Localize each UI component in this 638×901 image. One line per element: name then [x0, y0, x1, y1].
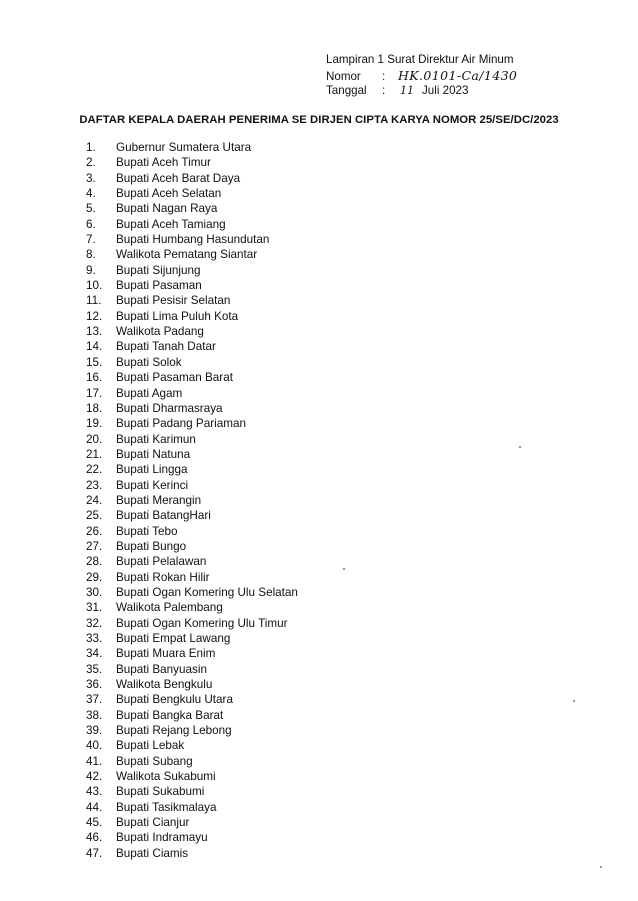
item-name: Bupati Empat Lawang: [116, 632, 231, 645]
date-label: Tanggal: [326, 84, 367, 97]
list-item: [86, 677, 298, 692]
item-name: Bupati Aceh Timur: [116, 156, 211, 170]
item-name: Bupati Nagan Raya: [116, 202, 218, 216]
item-number: 14.: [86, 340, 103, 354]
list-item: [86, 309, 298, 324]
item-name: Bupati Ogan Komering Ulu Timur: [116, 616, 288, 630]
item-number: 35.: [86, 662, 103, 676]
list-item: [86, 769, 298, 784]
list-item: [86, 370, 298, 385]
item-number: 39.: [86, 724, 103, 738]
item-number: 30.: [86, 585, 103, 599]
list-item: [86, 462, 298, 477]
item-name: Bupati Bangka Barat: [116, 708, 224, 722]
item-number: 17.: [86, 386, 103, 400]
item-number: 37.: [86, 693, 103, 707]
list-item: [86, 155, 298, 170]
list-item: [86, 830, 298, 845]
letter-reference-block: [326, 52, 606, 99]
list-item: [86, 478, 298, 493]
list-item: [86, 539, 298, 554]
recipient-list: [86, 140, 298, 861]
item-name: Bupati Rokan Hilir: [116, 570, 210, 584]
list-item: [86, 493, 298, 508]
item-name: Bupati Sukabumi: [116, 785, 205, 799]
list-item: [86, 447, 298, 462]
list-item: [86, 846, 298, 861]
number-label: Nomor: [326, 69, 361, 83]
list-item: [86, 585, 298, 600]
item-number: 15.: [86, 355, 103, 369]
item-name: Bupati Pesisir Selatan: [116, 294, 231, 308]
item-number: 9.: [86, 263, 96, 277]
item-name: Bupati Kerinci: [116, 478, 189, 492]
list-item: [86, 232, 298, 247]
item-name: Bupati Lebak: [116, 739, 185, 753]
item-number: 44.: [86, 800, 103, 814]
item-name: Bupati Natuna: [116, 447, 191, 461]
item-number: 16.: [86, 371, 103, 385]
item-number: 23.: [86, 478, 103, 492]
item-name: Bupati Aceh Barat Daya: [116, 171, 241, 185]
list-item: [86, 201, 298, 216]
item-name: Gubernur Sumatera Utara: [116, 141, 252, 154]
item-name: Walikota Sukabumi: [116, 770, 216, 784]
list-item: [86, 784, 298, 799]
list-item: [86, 293, 298, 308]
handwritten-number: HK.0101-Ca/1430: [398, 67, 518, 83]
item-name: Bupati Rejang Lebong: [116, 724, 232, 738]
item-number: 21.: [86, 447, 103, 461]
item-name: Bupati Ogan Komering Ulu Selatan: [116, 585, 298, 599]
list-item: [86, 754, 298, 769]
item-number: 18.: [86, 401, 103, 415]
item-name: Walikota Bengkulu: [116, 678, 213, 692]
item-number: 45.: [86, 816, 103, 830]
item-name: Bupati Indramayu: [116, 831, 208, 845]
item-number: 42.: [86, 770, 103, 784]
list-item: [86, 708, 298, 723]
item-number: 33.: [86, 632, 103, 645]
item-name: Bupati Pelalawan: [116, 555, 207, 569]
item-name: Bupati Banyuasin: [116, 662, 207, 676]
list-item: [86, 616, 298, 631]
list-item: [86, 416, 298, 431]
number-line: [326, 68, 606, 84]
list-item: [86, 554, 298, 569]
list-item: [86, 324, 298, 339]
item-number: 32.: [86, 616, 103, 630]
date-colon: :: [382, 84, 386, 97]
item-number: 34.: [86, 647, 103, 661]
list-item: [86, 432, 298, 447]
item-name: Bupati Solok: [116, 355, 182, 369]
document-title: DAFTAR KEPALA DAERAH PENERIMA SE DIRJEN CIPTA KARYA NOMOR 25/SE/DC/2023: [79, 114, 559, 126]
number-colon: :: [382, 69, 386, 83]
item-number: 11.: [86, 294, 102, 308]
item-number: 7.: [86, 233, 96, 247]
item-name: Bupati Humbang Hasundutan: [116, 233, 270, 247]
item-number: 36.: [86, 678, 103, 692]
list-item: [86, 278, 298, 293]
list-item: [86, 140, 298, 155]
item-number: 27.: [86, 539, 103, 553]
item-name: Bupati Karimun: [116, 432, 196, 446]
list-item: [86, 263, 298, 278]
item-name: Bupati Aceh Tamiang: [116, 217, 226, 231]
list-item: [86, 600, 298, 615]
item-number: 38.: [86, 708, 103, 722]
attachment-line: [326, 52, 606, 68]
item-name: Bupati Pasaman: [116, 279, 202, 293]
item-name: Bupati Agam: [116, 386, 183, 400]
item-name: Bupati Cianjur: [116, 816, 190, 830]
list-item: [86, 186, 298, 201]
scan-speck: [600, 866, 602, 868]
list-item: [86, 631, 298, 646]
item-name: Bupati Aceh Selatan: [116, 187, 222, 201]
scan-speck: [519, 446, 521, 448]
item-name: Bupati Sijunjung: [116, 263, 201, 277]
list-item: [86, 738, 298, 753]
item-name: Bupati Dharmasraya: [116, 401, 223, 415]
list-item: [86, 171, 298, 186]
item-number: 22.: [86, 463, 103, 477]
item-number: 13.: [86, 325, 103, 339]
item-number: 10.: [86, 279, 103, 293]
date-month-year: Juli 2023: [422, 84, 469, 97]
list-item: [86, 355, 298, 370]
scan-speck: [343, 568, 345, 570]
item-number: 6.: [86, 217, 96, 231]
list-item: [86, 401, 298, 416]
item-number: 25.: [86, 509, 103, 523]
attachment-text: Lampiran 1 Surat Direktur Air Minum: [326, 53, 514, 66]
list-item: [86, 217, 298, 232]
item-number: 2.: [86, 156, 96, 170]
item-number: 4.: [86, 187, 96, 201]
item-number: 40.: [86, 739, 103, 753]
item-name: Bupati Padang Pariaman: [116, 417, 246, 431]
item-name: Bupati Bengkulu Utara: [116, 693, 233, 707]
handwritten-day: 11: [400, 84, 414, 97]
item-name: Bupati Lima Puluh Kota: [116, 309, 239, 323]
list-item: [86, 570, 298, 585]
item-number: 20.: [86, 432, 103, 446]
item-number: 19.: [86, 417, 103, 431]
item-name: Walikota Palembang: [116, 601, 223, 615]
list-item: [86, 339, 298, 354]
item-number: 5.: [86, 202, 96, 216]
item-number: 12.: [86, 309, 103, 323]
list-item: [86, 815, 298, 830]
item-number: 47.: [86, 846, 103, 860]
list-item: [86, 692, 298, 707]
item-name: Bupati Tanah Datar: [116, 340, 216, 354]
item-name: Bupati Pasaman Barat: [116, 371, 233, 385]
item-name: Bupati Subang: [116, 754, 193, 768]
item-name: Bupati BatangHari: [116, 509, 211, 523]
list-item: [86, 723, 298, 738]
item-number: 31.: [86, 601, 103, 615]
item-name: Walikota Pematang Siantar: [116, 248, 258, 262]
item-number: 41.: [86, 754, 103, 768]
item-number: 3.: [86, 171, 96, 185]
list-item: [86, 662, 298, 677]
scan-speck: [573, 700, 575, 702]
item-name: Bupati Bungo: [116, 539, 187, 553]
list-item: [86, 508, 298, 523]
item-name: Walikota Padang: [116, 325, 204, 339]
item-name: Bupati Tebo: [116, 524, 178, 538]
item-number: 43.: [86, 785, 103, 799]
date-line: [326, 83, 606, 99]
item-number: 26.: [86, 524, 103, 538]
item-number: 24.: [86, 493, 103, 507]
item-name: Bupati Tasikmalaya: [116, 800, 217, 814]
item-number: 8.: [86, 248, 96, 262]
item-name: Bupati Muara Enim: [116, 647, 216, 661]
item-number: 1.: [86, 141, 96, 154]
list-item: [86, 646, 298, 661]
list-item: [86, 524, 298, 539]
list-item: [86, 800, 298, 815]
list-item: [86, 247, 298, 262]
item-name: Bupati Ciamis: [116, 846, 189, 860]
list-item: [86, 386, 298, 401]
item-number: 46.: [86, 831, 103, 845]
item-name: Bupati Lingga: [116, 463, 188, 477]
item-name: Bupati Merangin: [116, 493, 202, 507]
item-number: 29.: [86, 570, 103, 584]
item-number: 28.: [86, 555, 103, 569]
